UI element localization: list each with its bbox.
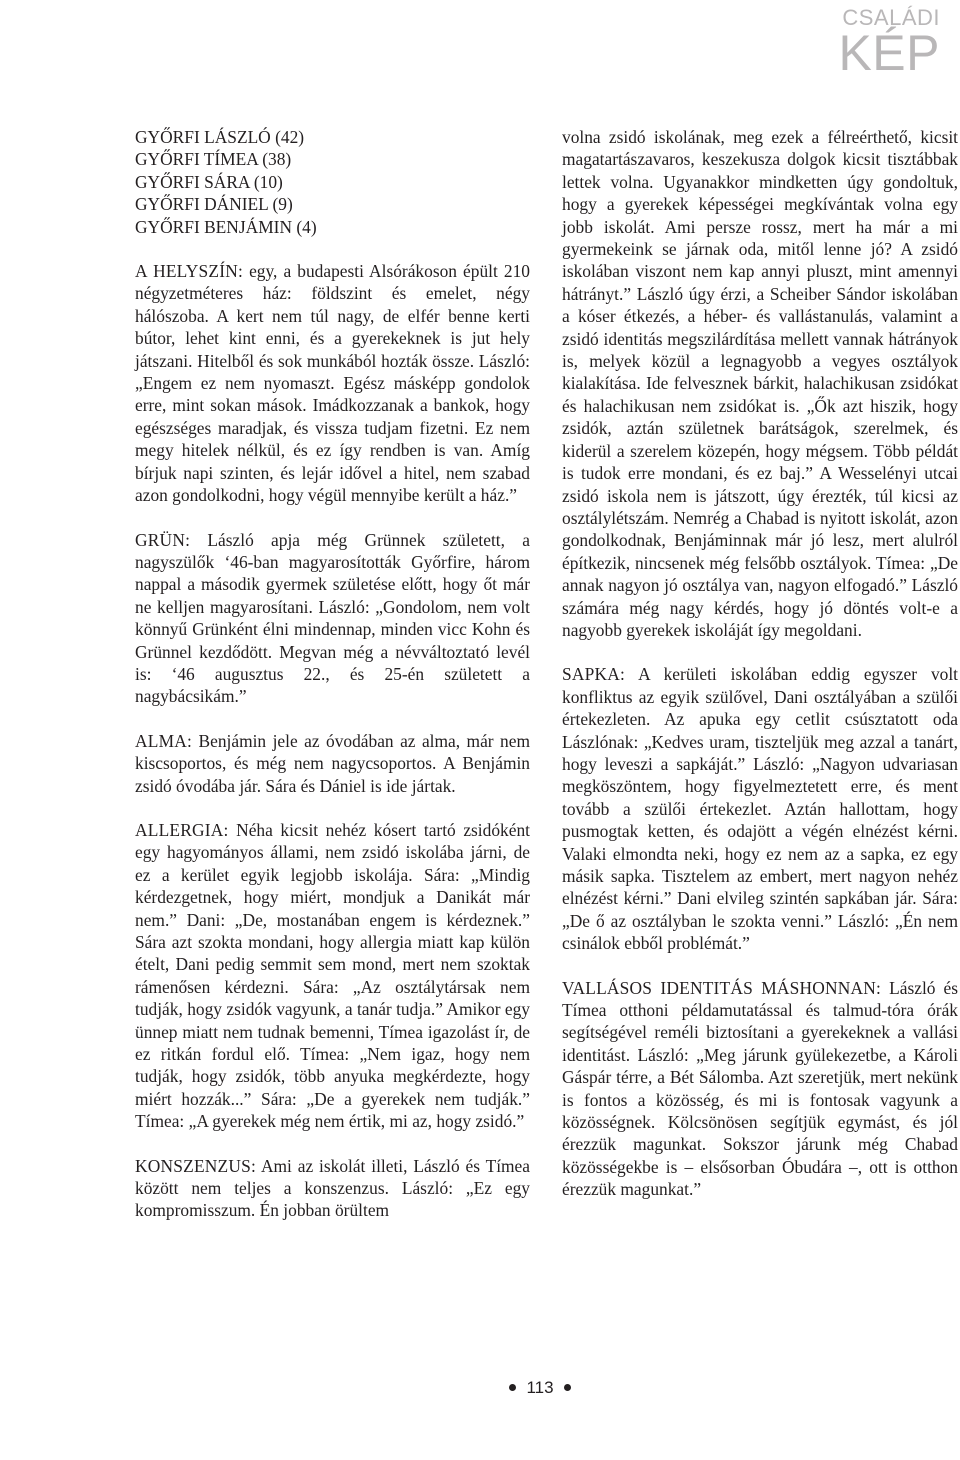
section-label: KONSZENZUS: [135,1155,257,1176]
section-label: ALLERGIA: [135,819,229,840]
header-line-1: CSALÁDI [842,5,940,30]
name-line: GYŐRFI LÁSZLÓ (42) [135,127,305,147]
section-text: volna zsidó iskolának, meg ezek a félreérthető, kicsit magatartászavaros, keszekusza dolgok kicsit tisztábbak lettek volna. Ugyanakkor mindketten úgy gondoltuk, hogy a gyerekek képességei megkívántak volna egy jobb iskolát. Ami persze rossz, mert ha már a mi gyermekeink se járnak oda, mitől lenne jó? A zsidó iskolában viszont nem kap annyi pluszt, mint amennyi hátrányt.” László úgy érzi, a Scheiber Sándor iskolában a kóser étkezés, a héber- és vallástanulás, valamint a zsidó identitás megszilárdítása mellett vannak hátrányok is, melyek közül a legnagyobb a vegyes osztályok kialakítása. Ide felvesznek bárkit, halachikusan zsidókat és halachikusan nem zsidókat is. „Ők azt hiszik, hogy zsidók, aztán születnek barátságok, szerelmek, és kiderül a szerelem közepén, hogy mégsem. Több példát is tudok erre mondani, és ez baj.” A Wesselényi utcai zsidó iskola nem is játszott, úgy érezték, túl kicsi az osztálylétszám. Nemrég a Chabad is nyitott iskolát, azon gondolkodnak, Benjáminnak már jó lesz, mert alulról építkezik, nincsenek még felsőbb osztályok. Tímea: „De annak nagyon jó osztálya van, nagyon elfogadó.” László számára még nagy kérdés, hogy jó döntés volt-e a nagyobb gyerekek iskoláját így megoldani. [562,127,958,640]
section-allergia [135,819,530,1133]
section-label: GRÜN: [135,529,191,550]
section-header [838,0,940,81]
name-line: GYŐRFI SÁRA (10) [135,171,283,192]
section-konszenzus [135,1155,530,1222]
name-line: GYŐRFI BENJÁMIN (4) [135,216,317,237]
section-helyszin [135,260,530,506]
header-line-2: KÉP [838,25,940,81]
right-column [562,126,958,1201]
bullet-icon [509,1384,516,1391]
section-text: László és Tímea otthoni példamutatással és talmud-tóra órák segítségével reméli biztosítani a gyerekeknek a vallási identitást. László: „Meg járunk gyülekezetbe, a Károli Gáspár térre, a Bét Sálomba. Azt szeretjük, mert nekünk is fontos a közösség, és mi is fontosak vagyunk a közösségnek. Kölcsönösen segítjük egymást, és jól érezzük magunkat. Sokszor járunk még Chabad közösségekbe is – elsősorban Óbudára –, ott is otthon érezzük magunkat.” [562,977,958,1200]
section-vallasos-identitas [562,977,958,1201]
section-label: ALMA: [135,730,193,751]
section-label: VALLÁSOS IDENTITÁS MÁSHONNAN: [562,977,882,998]
section-sapka [562,663,958,954]
page-number [0,1378,960,1398]
section-text: egy, a budapesti Alsórákoson épült 210 négyzetméteres ház: földszint és emelet, négy hálószoba. A kert nem túl nagy, de elfér benne kerti bútor, lehet kint enni, és a gyerekeknek is jut hely játszani. Hitelből és sok munkából hozták össze. László: „Engem ez nem nyomaszt. Egész másképp gondolok erre, mint sokan mások. Imádkozzanak a bankok, hogy egészséges maradjak, és vissza tudjam fizetni. Ez nem megy hitelek nélkül, és ez így rendben is van. Amíg bírjuk napi szinten, és lejár idővel a hitel, nem szabad azon gondolkodni, hogy végül mennyibe került a ház.” [135,261,530,506]
section-text: Benjámin jele az óvodában az alma, már nem kiscsoportos, és még nem nagycsoportos. A Benjámin zsidó óvodába jár. Sára és Dániel is ide jártak. [135,730,530,796]
page-number-text: 113 [526,1378,554,1397]
section-grun [135,529,530,708]
left-column [135,126,530,1222]
name-line: GYŐRFI DÁNIEL (9) [135,194,293,215]
section-continuation [562,126,958,641]
name-line: GYŐRFI TÍMEA (38) [135,149,292,170]
section-text: László apja még Grünnek született, a nagyszülők ‘46-ban magyarosították Győrfire, három nappal a második gyermek születése előtt, hogy őt már ne kelljen magyarosítani. László: „Gondolom, nem volt könnyű Grünként élni mindennap, minden vicc Kohn és Grünnel kezdődött. Megvan még a névváltoztató levél is: ‘46 augusztus 22., és 25-én született a nagybácsikám.” [135,529,530,707]
section-alma [135,730,530,797]
family-names [135,126,530,238]
section-text: Néha kicsit nehéz kósert tartó zsidóként egy hagyományos állami, nem zsidó iskolába járni, de ez a kerület egyik legjobb iskolája. Sára: „Mindig kérdezgetnek, hogy miért, mondjuk a Danikát már nem.” Dani: „De, mostanában engem is kérdeznek.” Sára azt szokta mondani, hogy allergia miatt kap külön ételt, Dani pedig semmit sem mond, mert nem szoktak rámenősen kérdezni. Sára: „Az osztálytársak nem tudják, hogy zsidók vagyunk, a tanár tudja.” Amikor egy ünnep miatt nem tudnak bemenni, Tímea igazolást ír, de ez ritkán fordul elő. Tímea: „Nem igaz, hogy nem tudják, hogy zsidók, több anyuka megkérdezte, hogy miért hozzák...” Sára: „De a gyerekek nem tudják.” Tímea: „A gyerekek még nem értik, mi az, hogy zsidó.” [135,819,530,1132]
section-text: A kerületi iskolában eddig egyszer volt konfliktus az egyik szülővel, Dani osztályában a szülői értekezleten. Az apuka egy cetlit csúsztatott oda Lászlónak: „Kedves uram, tiszteljük meg azzal a tanárt, hogy leveszi a sapkáját.” László: „Nagyon udvariasan megköszöntem, hogy figyelmeztetett erre, és ment tovább a szülői értekezlet. Aztán hallottam, hogy pusmogtak ketten, és odajött a végén elnézést kérni. Valaki elmondta neki, hogy ez nem az a sapka, ez egy másik sapka. Tisztelem az embert, mert nagyon nehéz elnézést kérni.” Dani elvileg szintén sapkában jár. Sára: „De ő az osztályban le szokta venni.” László: „Én nem csinálok ebből problémát.” [562,664,958,954]
section-text: Ami az iskolát illeti, László és Tímea között nem teljes a konszenzus. László: „Ez egy kompromisszum. Én jobban örültem [135,1155,530,1221]
section-label: SAPKA: [562,664,626,685]
section-label: A HELYSZÍN: [135,261,243,282]
bullet-icon [564,1384,571,1391]
